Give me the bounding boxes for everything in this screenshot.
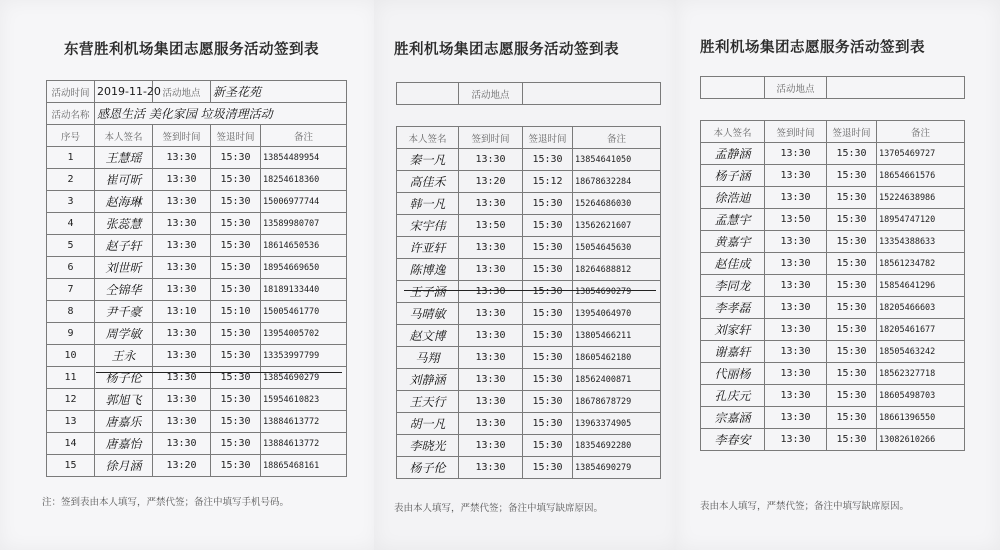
table-row <box>397 303 661 325</box>
time-value: 2019-11-20 <box>95 81 153 103</box>
sign-in-time: 13:30 <box>459 325 523 347</box>
sign-in-sheet-1 <box>0 0 378 550</box>
table-row <box>701 231 965 253</box>
sign-out-time: 15:30 <box>523 281 573 303</box>
signature-cell: 刘静涵 <box>397 369 459 391</box>
table-row <box>397 457 661 479</box>
sheet1-table <box>46 80 347 477</box>
signature-cell: 杨子伦 <box>397 457 459 479</box>
row-number: 8 <box>47 301 95 323</box>
sheet1-name-row <box>47 103 347 125</box>
sign-in-sheet-2 <box>374 0 680 550</box>
remark-cell: 13963374905 <box>573 413 661 435</box>
table-row <box>47 191 347 213</box>
remark-cell: 15224638986 <box>877 187 965 209</box>
sign-out-time: 15:30 <box>827 429 877 451</box>
remark-cell: 18189133440 <box>261 279 347 301</box>
remark-cell: 13854690279 <box>573 281 661 303</box>
remark-cell: 18614650536 <box>261 235 347 257</box>
sign-out-time: 15:30 <box>211 433 261 455</box>
sign-out-time: 15:30 <box>211 213 261 235</box>
sign-in-sheet-3 <box>676 0 1000 550</box>
sign-in-time: 13:30 <box>765 341 827 363</box>
sheet2-place-row <box>397 83 661 105</box>
table-row <box>397 171 661 193</box>
sign-in-time: 13:30 <box>153 147 211 169</box>
sign-in-time: 13:20 <box>153 455 211 477</box>
signature-cell: 王天行 <box>397 391 459 413</box>
table-row <box>701 429 965 451</box>
remark-cell: 13805466211 <box>573 325 661 347</box>
sign-in-time: 13:30 <box>153 213 211 235</box>
sign-out-time: 15:30 <box>523 193 573 215</box>
header-cell: 签退时间 <box>211 125 261 147</box>
sign-out-time: 15:30 <box>827 231 877 253</box>
sign-in-time: 13:30 <box>765 429 827 451</box>
remark-cell: 18254618360 <box>261 169 347 191</box>
sheet1-footnote: 注：签到表由本人填写，严禁代签；备注中填写手机号码。 <box>42 497 290 508</box>
sign-in-time: 13:30 <box>765 363 827 385</box>
sign-out-time: 15:30 <box>523 413 573 435</box>
sign-out-time: 15:30 <box>523 303 573 325</box>
sheet1-info-row <box>47 81 347 103</box>
signature-cell: 徐月涵 <box>95 455 153 477</box>
sign-out-time: 15:30 <box>523 149 573 171</box>
sign-in-time: 13:30 <box>765 275 827 297</box>
sign-out-time: 15:30 <box>827 209 877 231</box>
table-row <box>397 259 661 281</box>
table-row <box>397 193 661 215</box>
remark-cell: 13705469727 <box>877 143 965 165</box>
sign-out-time: 15:30 <box>211 191 261 213</box>
signature-cell: 王慧瑶 <box>95 147 153 169</box>
header-cell: 签到时间 <box>765 121 827 143</box>
table-row <box>397 215 661 237</box>
remark-cell: 13884613772 <box>261 411 347 433</box>
remark-cell: 18865468161 <box>261 455 347 477</box>
sign-in-time: 13:30 <box>765 231 827 253</box>
sign-in-time: 13:30 <box>765 407 827 429</box>
signature-cell: 孔庆元 <box>701 385 765 407</box>
sign-out-time: 15:30 <box>211 323 261 345</box>
sign-in-time: 13:30 <box>153 389 211 411</box>
sign-in-time: 13:30 <box>153 411 211 433</box>
row-number: 2 <box>47 169 95 191</box>
sign-in-time: 13:30 <box>459 237 523 259</box>
header-cell: 序号 <box>47 125 95 147</box>
sign-in-time: 13:30 <box>459 281 523 303</box>
remark-cell: 18562327718 <box>877 363 965 385</box>
remark-cell: 18678632284 <box>573 171 661 193</box>
sign-in-time: 13:30 <box>765 187 827 209</box>
signature-cell: 仝锦华 <box>95 279 153 301</box>
table-row <box>701 253 965 275</box>
signature-cell: 崔可昕 <box>95 169 153 191</box>
table-row <box>397 149 661 171</box>
remark-cell: 15954610823 <box>261 389 347 411</box>
remark-cell: 15264686030 <box>573 193 661 215</box>
sign-out-time: 15:30 <box>523 391 573 413</box>
row-number: 9 <box>47 323 95 345</box>
signature-cell: 张蕊慧 <box>95 213 153 235</box>
signature-cell: 唐嘉乐 <box>95 411 153 433</box>
sign-out-time: 15:30 <box>827 363 877 385</box>
table-row <box>701 275 965 297</box>
sign-in-time: 13:30 <box>459 347 523 369</box>
sign-out-time: 15:30 <box>211 345 261 367</box>
sign-in-time: 13:30 <box>153 191 211 213</box>
place-value: 新圣花苑 <box>211 81 347 103</box>
signature-cell: 李同龙 <box>701 275 765 297</box>
remark-cell: 18605462180 <box>573 347 661 369</box>
row-number: 7 <box>47 279 95 301</box>
sign-in-time: 13:30 <box>459 435 523 457</box>
row-number: 6 <box>47 257 95 279</box>
sign-out-time: 15:30 <box>827 253 877 275</box>
sign-out-time: 15:30 <box>827 143 877 165</box>
signature-cell: 刘世昕 <box>95 257 153 279</box>
sheet2-title: 胜利机场集团志愿服务活动签到表 <box>394 41 619 58</box>
sign-out-time: 15:30 <box>827 275 877 297</box>
sheet1-title: 东营胜利机场集团志愿服务活动签到表 <box>64 41 319 58</box>
remark-cell: 15006977744 <box>261 191 347 213</box>
sign-in-time: 13:30 <box>153 345 211 367</box>
remark-cell: 13954005702 <box>261 323 347 345</box>
table-row <box>47 235 347 257</box>
activity-name-value: 感恩生活 美化家园 垃圾清理活动 <box>95 103 347 125</box>
sign-in-time: 13:30 <box>459 193 523 215</box>
signature-cell: 许亚轩 <box>397 237 459 259</box>
signature-cell: 周学敏 <box>95 323 153 345</box>
place-label: 活动地点 <box>153 81 211 103</box>
remark-cell: 13854489954 <box>261 147 347 169</box>
signature-cell: 王子涵 <box>397 281 459 303</box>
row-number: 4 <box>47 213 95 235</box>
sign-in-time: 13:30 <box>765 297 827 319</box>
signature-cell: 李春安 <box>701 429 765 451</box>
table-row <box>47 411 347 433</box>
sign-out-time: 15:30 <box>211 147 261 169</box>
remark-cell: 15005461770 <box>261 301 347 323</box>
sheet2-table <box>396 82 661 479</box>
signature-cell: 马翔 <box>397 347 459 369</box>
header-cell: 签退时间 <box>827 121 877 143</box>
table-row <box>47 367 347 389</box>
sign-in-time: 13:30 <box>459 149 523 171</box>
header-cell: 备注 <box>573 127 661 149</box>
remark-cell: 18954669650 <box>261 257 347 279</box>
row-number: 13 <box>47 411 95 433</box>
sign-out-time: 15:30 <box>523 259 573 281</box>
signature-cell: 徐浩迪 <box>701 187 765 209</box>
sign-in-time: 13:30 <box>153 257 211 279</box>
table-row <box>701 341 965 363</box>
remark-cell: 18264688812 <box>573 259 661 281</box>
signature-cell: 胡一凡 <box>397 413 459 435</box>
sign-out-time: 15:30 <box>523 369 573 391</box>
strike-through-line <box>404 290 656 291</box>
signature-cell: 孟慧宇 <box>701 209 765 231</box>
signature-cell: 杨子伦 <box>95 367 153 389</box>
sign-out-time: 15:30 <box>827 165 877 187</box>
remark-cell: 13082610266 <box>877 429 965 451</box>
signature-cell: 唐嘉怡 <box>95 433 153 455</box>
table-row <box>701 187 965 209</box>
sign-in-time: 13:30 <box>459 259 523 281</box>
sign-in-time: 13:30 <box>765 253 827 275</box>
signature-cell: 郭旭飞 <box>95 389 153 411</box>
remark-cell: 13354388633 <box>877 231 965 253</box>
remark-cell: 18205466603 <box>877 297 965 319</box>
sign-in-time: 13:10 <box>153 301 211 323</box>
sign-out-time: 15:30 <box>211 367 261 389</box>
table-row <box>47 323 347 345</box>
signature-cell: 谢嘉轩 <box>701 341 765 363</box>
row-number: 12 <box>47 389 95 411</box>
table-row <box>47 301 347 323</box>
sheet3-header-row <box>701 121 965 143</box>
sheet3-title: 胜利机场集团志愿服务活动签到表 <box>700 39 925 56</box>
remark-cell: 13854690279 <box>261 367 347 389</box>
remark-cell: 13884613772 <box>261 433 347 455</box>
sign-in-time: 13:30 <box>459 303 523 325</box>
table-row <box>701 165 965 187</box>
table-row <box>397 281 661 303</box>
remark-cell: 18205461677 <box>877 319 965 341</box>
signature-cell: 高佳禾 <box>397 171 459 193</box>
sign-in-time: 13:30 <box>765 165 827 187</box>
signature-cell: 黄嘉宇 <box>701 231 765 253</box>
table-row <box>701 363 965 385</box>
sign-out-time: 15:30 <box>523 237 573 259</box>
header-cell: 签到时间 <box>459 127 523 149</box>
header-cell: 本人签名 <box>397 127 459 149</box>
sign-in-time: 13:30 <box>153 279 211 301</box>
remark-cell: 18562400871 <box>573 369 661 391</box>
sign-out-time: 15:30 <box>523 435 573 457</box>
remark-cell: 15054645630 <box>573 237 661 259</box>
remark-cell: 13353997799 <box>261 345 347 367</box>
header-cell: 本人签名 <box>95 125 153 147</box>
activity-name-label: 活动名称 <box>47 103 95 125</box>
row-number: 15 <box>47 455 95 477</box>
signature-cell: 韩一凡 <box>397 193 459 215</box>
sign-out-time: 15:30 <box>211 411 261 433</box>
sign-out-time: 15:30 <box>211 455 261 477</box>
signature-cell: 刘家轩 <box>701 319 765 341</box>
signature-cell: 杨子涵 <box>701 165 765 187</box>
sign-out-time: 15:30 <box>211 235 261 257</box>
signature-cell: 代丽杨 <box>701 363 765 385</box>
remark-cell: 13589980707 <box>261 213 347 235</box>
signature-cell: 宋宇伟 <box>397 215 459 237</box>
row-number: 11 <box>47 367 95 389</box>
sign-in-time: 13:30 <box>765 319 827 341</box>
sign-out-time: 15:30 <box>523 325 573 347</box>
sign-in-time: 13:30 <box>153 323 211 345</box>
header-cell: 签退时间 <box>523 127 573 149</box>
sign-in-time: 13:30 <box>765 143 827 165</box>
sheet3-footnote: 表由本人填写，严禁代签；备注中填写缺席原因。 <box>700 501 910 512</box>
sign-out-time: 15:30 <box>211 279 261 301</box>
row-number: 3 <box>47 191 95 213</box>
sign-out-time: 15:30 <box>211 389 261 411</box>
table-row <box>47 279 347 301</box>
remark-cell: 13854690279 <box>573 457 661 479</box>
sign-in-time: 13:30 <box>153 433 211 455</box>
sign-out-time: 15:30 <box>827 341 877 363</box>
remark-cell: 18354692280 <box>573 435 661 457</box>
table-row <box>397 435 661 457</box>
signature-cell: 赵海琳 <box>95 191 153 213</box>
signature-cell: 李晓光 <box>397 435 459 457</box>
signature-cell: 陈博逸 <box>397 259 459 281</box>
remark-cell: 15854641296 <box>877 275 965 297</box>
signature-cell: 宗嘉涵 <box>701 407 765 429</box>
sign-out-time: 15:30 <box>523 215 573 237</box>
remark-cell: 18954747120 <box>877 209 965 231</box>
time-label: 活动时间 <box>47 81 95 103</box>
signature-cell: 孟静涵 <box>701 143 765 165</box>
signature-cell: 王永 <box>95 345 153 367</box>
sign-out-time: 15:30 <box>523 347 573 369</box>
sign-out-time: 15:30 <box>827 319 877 341</box>
sign-in-time: 13:30 <box>153 367 211 389</box>
table-row <box>397 369 661 391</box>
signature-cell: 秦一凡 <box>397 149 459 171</box>
sign-in-time: 13:50 <box>765 209 827 231</box>
strike-through-line <box>96 372 342 373</box>
table-row <box>47 169 347 191</box>
table-row <box>47 345 347 367</box>
place-label: 活动地点 <box>765 77 827 99</box>
table-row <box>701 319 965 341</box>
row-number: 1 <box>47 147 95 169</box>
remark-cell: 13562621607 <box>573 215 661 237</box>
sign-out-time: 15:30 <box>827 407 877 429</box>
place-label: 活动地点 <box>459 83 523 105</box>
signature-cell: 赵子轩 <box>95 235 153 257</box>
sign-out-time: 15:30 <box>211 257 261 279</box>
table-row <box>701 407 965 429</box>
remark-cell: 13854641050 <box>573 149 661 171</box>
sign-out-time: 15:30 <box>827 297 877 319</box>
sheet3-place-row <box>701 77 965 99</box>
table-row <box>701 385 965 407</box>
sign-in-time: 13:30 <box>459 391 523 413</box>
table-row <box>397 237 661 259</box>
table-row <box>397 391 661 413</box>
table-row <box>47 455 347 477</box>
sign-in-time: 13:30 <box>153 169 211 191</box>
table-row <box>701 143 965 165</box>
signature-cell: 尹千豪 <box>95 301 153 323</box>
row-number: 5 <box>47 235 95 257</box>
table-row <box>397 325 661 347</box>
sign-in-time: 13:30 <box>459 413 523 435</box>
signature-cell: 李孝磊 <box>701 297 765 319</box>
signature-cell: 马晴敏 <box>397 303 459 325</box>
remark-cell: 18561234782 <box>877 253 965 275</box>
sign-out-time: 15:30 <box>523 457 573 479</box>
sheet2-header-row <box>397 127 661 149</box>
sign-out-time: 15:12 <box>523 171 573 193</box>
table-row <box>47 433 347 455</box>
sign-in-time: 13:30 <box>153 235 211 257</box>
remark-cell: 13954064970 <box>573 303 661 325</box>
sheet2-footnote: 表由本人填写，严禁代签；备注中填写缺席原因。 <box>394 503 604 514</box>
sign-in-time: 13:30 <box>459 457 523 479</box>
table-row <box>701 297 965 319</box>
remark-cell: 18661396550 <box>877 407 965 429</box>
header-cell: 备注 <box>261 125 347 147</box>
sign-in-time: 13:20 <box>459 171 523 193</box>
row-number: 14 <box>47 433 95 455</box>
table-row <box>47 257 347 279</box>
row-number: 10 <box>47 345 95 367</box>
signature-cell: 赵文博 <box>397 325 459 347</box>
sheet1-header-row <box>47 125 347 147</box>
sign-out-time: 15:30 <box>211 169 261 191</box>
remark-cell: 18505463242 <box>877 341 965 363</box>
sign-out-time: 15:10 <box>211 301 261 323</box>
table-row <box>397 347 661 369</box>
sign-in-time: 13:30 <box>459 369 523 391</box>
table-row <box>701 209 965 231</box>
signature-cell: 赵佳成 <box>701 253 765 275</box>
sign-in-time: 13:50 <box>459 215 523 237</box>
table-row <box>397 413 661 435</box>
table-row <box>47 213 347 235</box>
header-cell: 备注 <box>877 121 965 143</box>
header-cell: 本人签名 <box>701 121 765 143</box>
remark-cell: 18678678729 <box>573 391 661 413</box>
table-row <box>47 147 347 169</box>
sign-out-time: 15:30 <box>827 187 877 209</box>
remark-cell: 18605498703 <box>877 385 965 407</box>
sign-in-time: 13:30 <box>765 385 827 407</box>
header-cell: 签到时间 <box>153 125 211 147</box>
table-row <box>47 389 347 411</box>
remark-cell: 18654661576 <box>877 165 965 187</box>
sign-out-time: 15:30 <box>827 385 877 407</box>
sheet3-table <box>700 76 965 451</box>
